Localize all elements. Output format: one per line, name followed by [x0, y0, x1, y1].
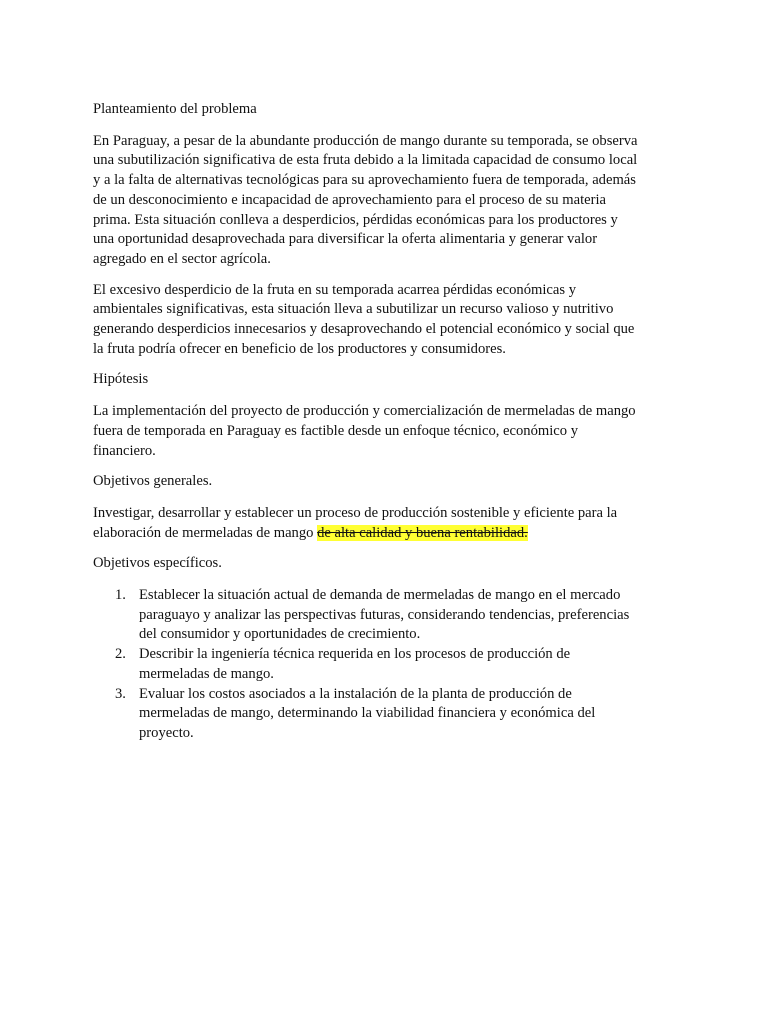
text-line: una oportunidad desaprovechada para diversificar la oferta alimentaria y generar valor — [93, 231, 598, 248]
list-number: 2. — [115, 646, 126, 663]
text-line: mermeladas de mango, determinando la viabilidad financiera y económica del — [139, 705, 596, 722]
text-line: paraguayo y analizar las perspectivas futuras, considerando tendencias, preferencias — [139, 606, 630, 623]
text-line: agregado en el sector agrícola. — [93, 250, 271, 267]
text-line: la fruta podría ofrecer en beneficio de los productores y consumidores. — [93, 340, 506, 357]
text-line: de un desconocimiento e incapacidad de aprovechamiento para el proceso de su materia — [93, 191, 606, 208]
list-item — [93, 685, 683, 744]
hypothesis-heading: Hipótesis — [93, 371, 149, 388]
text-line: y a la falta de alternativas tecnológicas para su aprovechamiento fuera de temporada, además — [93, 172, 636, 189]
specific-objectives-list — [93, 586, 683, 744]
text-line: En Paraguay, a pesar de la abundante producción de mango durante su temporada, se observa — [93, 132, 638, 149]
list-number: 1. — [115, 587, 126, 604]
text-line: Establecer la situación actual de demanda de mermeladas de mango en el mercado — [139, 587, 621, 604]
text-line: Describir la ingeniería técnica requerida en los procesos de producción de — [139, 646, 571, 663]
text-line: fuera de temporada en Paraguay es factible desde un enfoque técnico, económico y — [93, 422, 579, 439]
struck-highlighted-text: de alta calidad y buena rentabilidad. — [317, 524, 528, 541]
document-body — [93, 100, 683, 744]
text-line: mermeladas de mango. — [139, 665, 274, 682]
specific-objectives-heading: Objetivos específicos. — [93, 555, 222, 572]
list-item — [93, 645, 683, 684]
text-line: generando desperdicios innecesarios y desaprovechando el potencial económico y social que — [93, 321, 635, 338]
general-objectives-heading: Objetivos generales. — [93, 473, 213, 490]
text-line: Investigar, desarrollar y establecer un proceso de producción sostenible y eficiente para la — [93, 504, 618, 521]
hypothesis-paragraph — [93, 402, 683, 461]
list-item — [93, 586, 683, 645]
text-line: El excesivo desperdicio de la fruta en su temporada acarrea pérdidas económicas y — [93, 281, 576, 298]
text-line: financiero. — [93, 442, 156, 459]
text-line: proyecto. — [139, 724, 194, 741]
text-line: del consumidor y oportunidades de crecimiento. — [139, 626, 421, 643]
text-segment: elaboración de mermeladas de mango — [93, 524, 318, 541]
text-line: La implementación del proyecto de producción y comercialización de mermeladas de mango — [93, 403, 636, 420]
text-line — [93, 524, 683, 544]
problem-heading: Planteamiento del problema — [93, 101, 257, 117]
list-number: 3. — [115, 685, 126, 702]
general-objective-paragraph — [93, 504, 683, 543]
text-line: Evaluar los costos asociados a la instalación de la planta de producción de — [139, 685, 572, 702]
text-line: una subutilización significativa de esta fruta debido a la limitada capacidad de consumo local — [93, 152, 638, 169]
problem-paragraph-2 — [93, 281, 683, 360]
text-line: ambientales significativas, esta situación lleva a subutilizar un recurso valioso y nutritivo — [93, 301, 614, 318]
text-line: prima. Esta situación conlleva a desperdicios, pérdidas económicas para los productores y — [93, 211, 618, 228]
problem-paragraph-1 — [93, 132, 683, 270]
